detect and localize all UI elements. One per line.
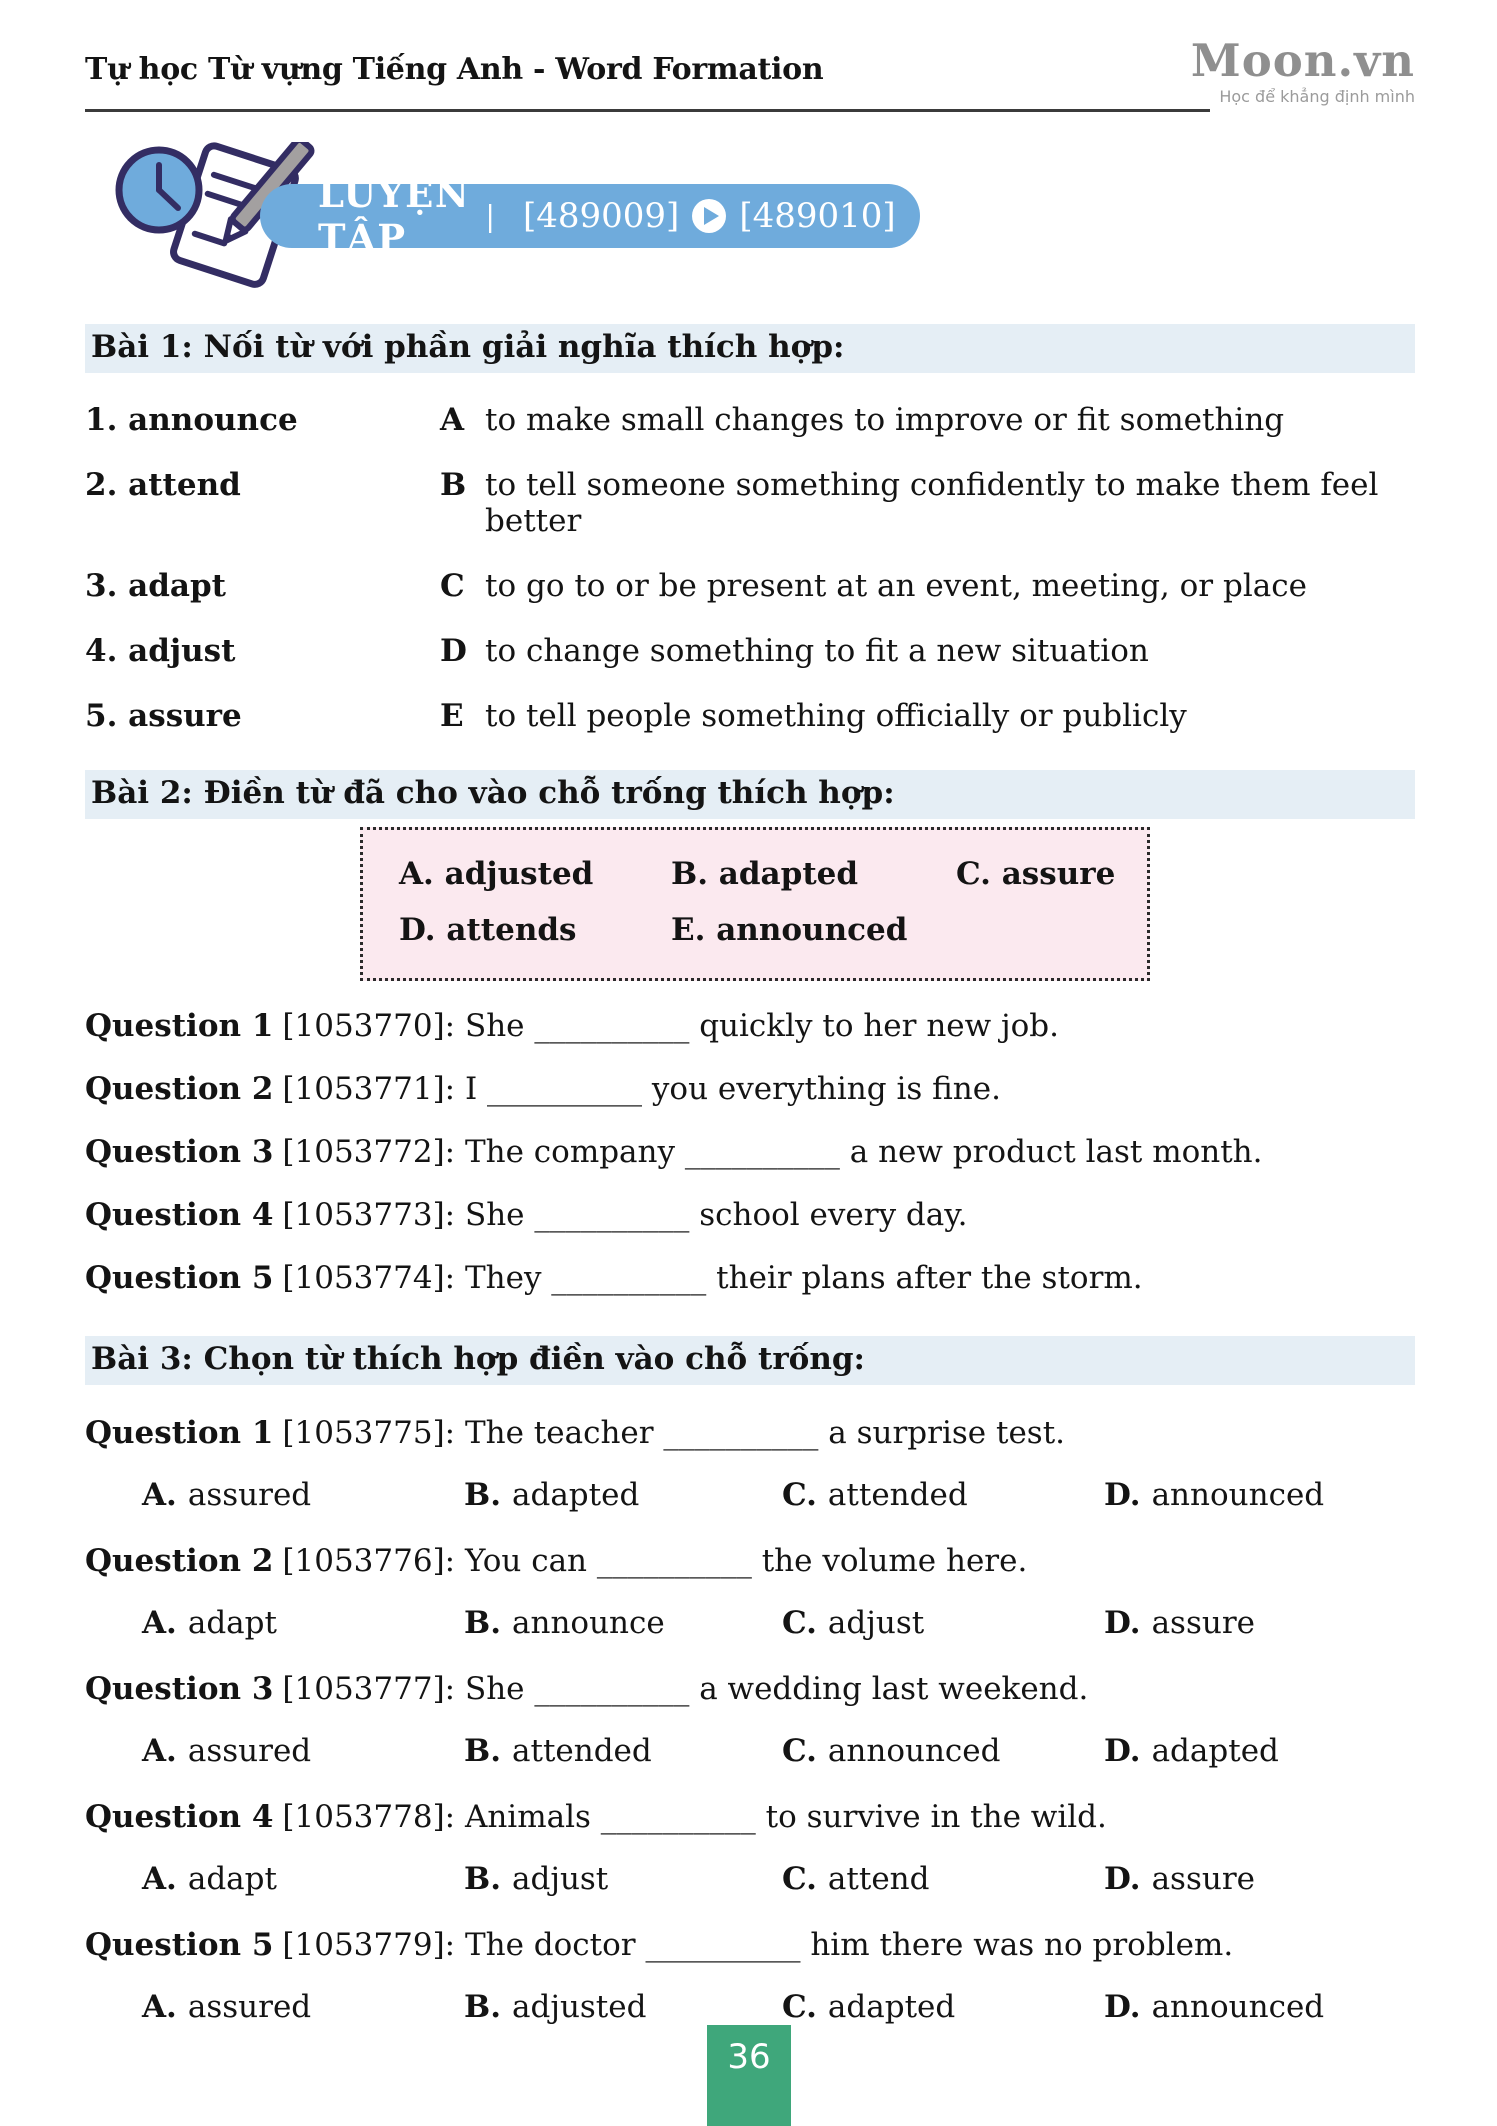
mcq-option: C. adapted (782, 1989, 956, 2025)
header-divider (85, 109, 1210, 112)
mcq-option: B. adjust (464, 1861, 609, 1897)
match-pair-row (85, 633, 1415, 669)
mcq-option: C. adjust (782, 1605, 925, 1641)
match-definition: to go to or be present at an event, meeting, or place (485, 568, 1307, 604)
match-definition: to change something to fit a new situation (485, 633, 1149, 669)
question-label: Question 1 (85, 1008, 274, 1044)
separator: | (485, 199, 495, 233)
match-letter: E (440, 698, 464, 734)
match-pair-row (85, 698, 1415, 734)
match-word: 5. assure (85, 698, 242, 734)
practice-pill (260, 172, 920, 260)
mcq-option: B. adjusted (464, 1989, 647, 2025)
mcq-option: B. adapted (464, 1477, 640, 1513)
question-text: [1053775]: The teacher __________ a surprise test. (282, 1415, 1066, 1451)
word-bank-item: D. attends (399, 912, 577, 948)
practice-label: LUYỆN TẬP (318, 172, 471, 260)
match-word: 1. announce (85, 402, 298, 438)
page-header (85, 0, 1415, 105)
mcq-options-row (85, 1605, 1415, 1641)
mcq-option: D. announced (1104, 1477, 1325, 1513)
question-label: Question 2 (85, 1543, 274, 1579)
fill-blank-question (85, 1134, 1415, 1170)
timer-ref: [489009] (522, 196, 680, 236)
moon-logo (1190, 34, 1415, 106)
question-text: [1053773]: She __________ school every day. (282, 1197, 968, 1233)
practice-banner (85, 142, 1415, 292)
match-pair-row (85, 402, 1415, 438)
word-bank-item: B. adapted (671, 856, 859, 892)
question-text: [1053774]: They __________ their plans after the storm. (282, 1260, 1143, 1296)
match-definition: to tell people something officially or publicly (485, 698, 1187, 734)
match-pair-row (85, 568, 1415, 604)
question-label: Question 4 (85, 1799, 274, 1835)
exercise2-heading: Bài 2: Điền từ đã cho vào chỗ trống thích hợp: (85, 770, 1415, 819)
match-letter: B (440, 467, 467, 503)
exercise3-heading: Bài 3: Chọn từ thích hợp điền vào chỗ trống: (85, 1336, 1415, 1385)
mcq-question (85, 1927, 1415, 1963)
mcq-option: A. assured (142, 1989, 312, 2025)
word-bank-item: E. announced (671, 912, 908, 948)
moon-brand-text: Moon.vn (1190, 34, 1415, 87)
fill-blank-question (85, 1008, 1415, 1044)
question-text: [1053778]: Animals __________ to survive in the wild. (282, 1799, 1107, 1835)
mcq-option: A. assured (142, 1477, 312, 1513)
question-label: Question 3 (85, 1671, 274, 1707)
mcq-question (85, 1671, 1415, 1707)
match-letter: A (440, 402, 465, 438)
page-number-badge (707, 2025, 791, 2126)
question-text: [1053779]: The doctor __________ him there was no problem. (282, 1927, 1234, 1963)
question-text: [1053770]: She __________ quickly to her new job. (282, 1008, 1059, 1044)
word-bank-row (399, 856, 1129, 892)
mcq-option: D. assure (1104, 1861, 1256, 1897)
match-letter: C (440, 568, 465, 604)
mcq-option: D. adapted (1104, 1733, 1279, 1769)
fill-blank-question (85, 1260, 1415, 1296)
word-bank-item: C. assure (956, 856, 1116, 892)
question-label: Question 3 (85, 1134, 274, 1170)
page-title: Tự học Từ vựng Tiếng Anh - Word Formation (85, 52, 824, 87)
mcq-options-row (85, 1733, 1415, 1769)
word-bank-item: A. adjusted (399, 856, 594, 892)
page-number: 36 (727, 2037, 771, 2077)
mcq-question (85, 1415, 1415, 1451)
mcq-question (85, 1799, 1415, 1835)
question-text: [1053771]: I __________ you everything is fine. (282, 1071, 1001, 1107)
word-bank (360, 827, 1150, 981)
mcq-option: A. adapt (142, 1605, 277, 1641)
fill-blank-question (85, 1197, 1415, 1233)
play-icon (692, 199, 726, 233)
play-ref: [489010] (739, 196, 896, 236)
match-word: 4. adjust (85, 633, 236, 669)
mcq-options-row (85, 1989, 1415, 2025)
word-bank-row (399, 912, 1129, 948)
mcq-options-row (85, 1861, 1415, 1897)
exercise1-heading: Bài 1: Nối từ với phần giải nghĩa thích hợp: (85, 324, 1415, 373)
match-word: 3. adapt (85, 568, 226, 604)
mcq-option: B. attended (464, 1733, 652, 1769)
question-label: Question 5 (85, 1260, 274, 1296)
mcq-options-row (85, 1477, 1415, 1513)
mcq-option: B. announce (464, 1605, 665, 1641)
match-pair-row (85, 467, 1415, 539)
question-text: [1053772]: The company __________ a new product last month. (282, 1134, 1263, 1170)
mcq-question (85, 1543, 1415, 1579)
fill-blank-question (85, 1071, 1415, 1107)
match-definition: to make small changes to improve or fit something (485, 402, 1285, 438)
mcq-option: A. adapt (142, 1861, 277, 1897)
match-letter: D (440, 633, 467, 669)
mcq-option: A. assured (142, 1733, 312, 1769)
match-definition: to tell someone something confidently to make them feel better (485, 467, 1379, 539)
mcq-option: C. attended (782, 1477, 968, 1513)
mcq-option: D. announced (1104, 1989, 1325, 2025)
moon-tagline: Học để khẳng định mình (1219, 87, 1415, 106)
question-label: Question 2 (85, 1071, 274, 1107)
mcq-option: D. assure (1104, 1605, 1256, 1641)
question-text: [1053777]: She __________ a wedding last weekend. (282, 1671, 1089, 1707)
question-text: [1053776]: You can __________ the volume here. (282, 1543, 1028, 1579)
question-label: Question 5 (85, 1927, 274, 1963)
mcq-option: C. announced (782, 1733, 1001, 1769)
match-word: 2. attend (85, 467, 241, 503)
question-label: Question 4 (85, 1197, 274, 1233)
question-label: Question 1 (85, 1415, 274, 1451)
mcq-option: C. attend (782, 1861, 930, 1897)
